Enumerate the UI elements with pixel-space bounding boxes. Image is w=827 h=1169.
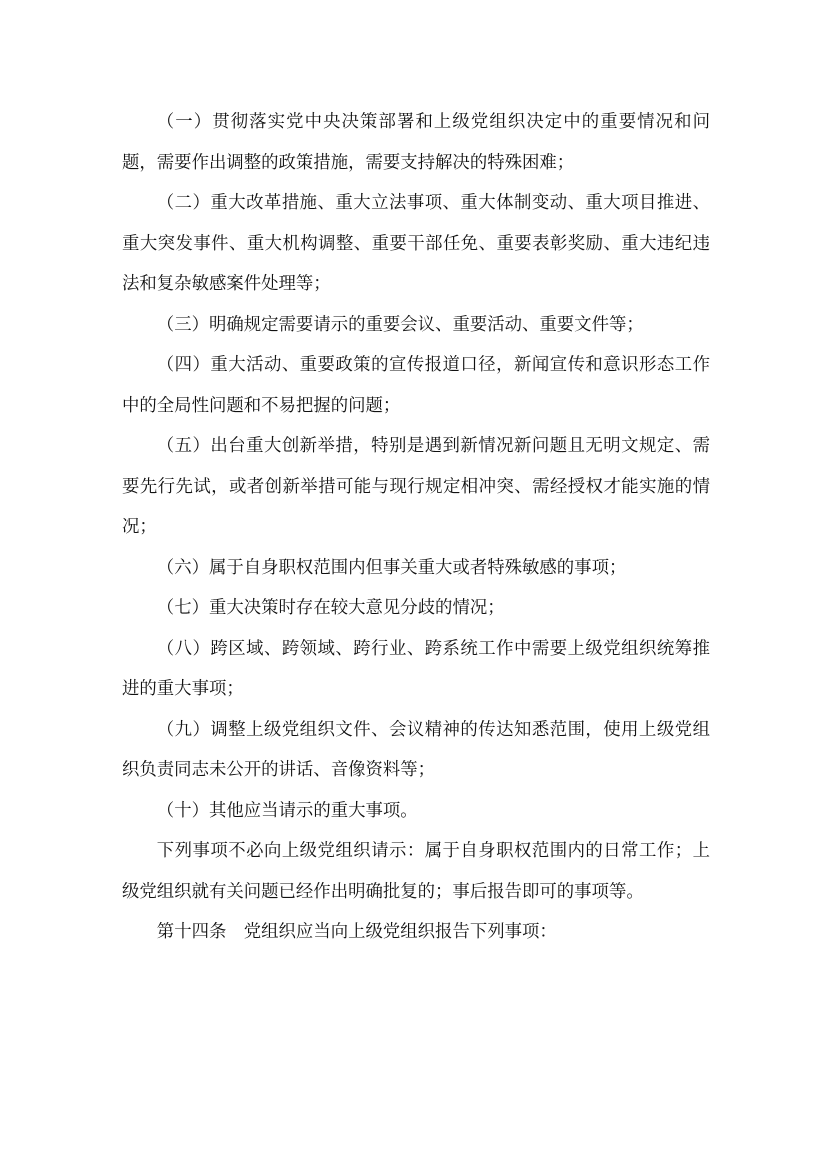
paragraph-item-7: （七）重大决策时存在较大意见分歧的情况； [156,598,505,618]
document-body [122,102,710,953]
paragraph-item-3: （三）明确规定需要请示的重要会议、重要活动、重要文件等； [156,314,644,335]
paragraph-item-9: （九）调整上级党组织文件、会议精神的传达知悉范围，使用上级党组织负责同志未公开的讲话、音像资料等； [122,719,710,780]
paragraph-item-1: （一）贯彻落实党中央决策部署和上级党组织决定中的重要情况和问题，需要作出调整的政策措施，需要支持解决的特殊困难； [122,112,710,173]
paragraph-exemptions: 下列事项不必向上级党组织请示：属于自身职权范围内的日常工作；上级党组织就有关问题已经作出明确批复的；事后报告即可的事项等。 [122,841,710,902]
paragraph-item-6: （六）属于自身职权范围内但事关重大或者特殊敏感的事项； [156,557,627,578]
article-heading: 第十四条 党组织应当向上级党组织报告下列事项： [156,922,557,942]
paragraph-item-8: （八）跨区域、跨领域、跨行业、跨系统工作中需要上级党组织统筹推进的重大事项； [122,638,710,699]
paragraph-item-2: （二）重大改革措施、重大立法事项、重大体制变动、重大项目推进、重大突发事件、重大机构调整、重要干部任免、重要表彰奖励、重大违纪违法和复杂敏感案件处理等； [122,193,710,294]
paragraph-item-5: （五）出台重大创新举措，特别是遇到新情况新问题且无明文规定、需要先行先试，或者创新举措可能与现行规定相冲突、需经授权才能实施的情况； [122,436,710,537]
paragraph-item-4: （四）重大活动、重要政策的宣传报道口径，新闻宣传和意识形态工作中的全局性问题和不易把握的问题； [122,355,710,416]
paragraph-item-10: （十）其他应当请示的重大事项。 [156,800,418,821]
